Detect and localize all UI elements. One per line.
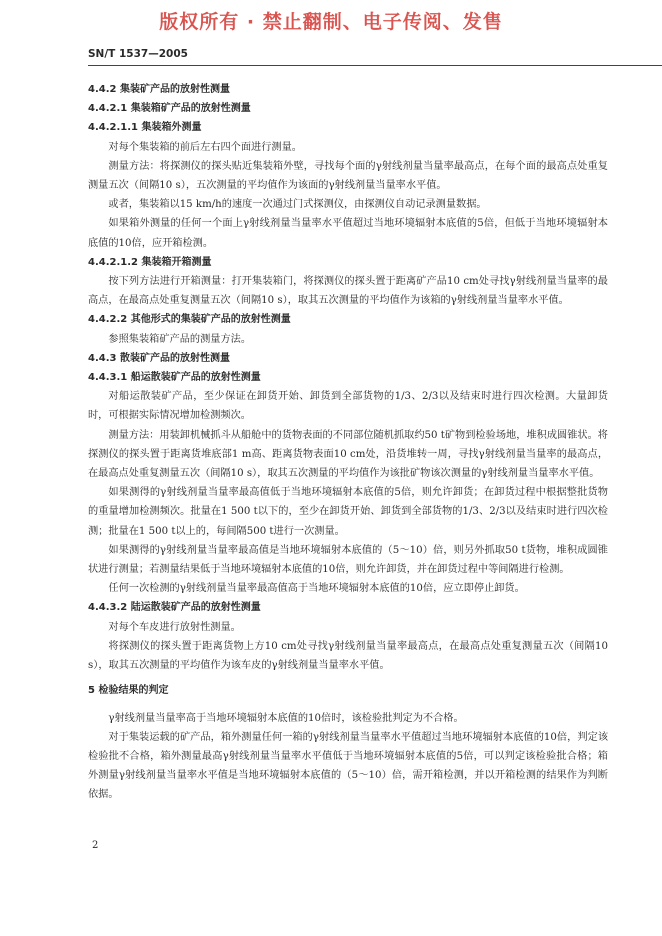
section-heading: 4.4.2 集装矿产品的放射性测量 — [88, 84, 230, 95]
paragraph: 如果箱外测量的任何一个面上γ射线剂量当量率水平值超过当地环境辐射本底值的5倍，但低于当地环境辐射本底值的10倍，应开箱检测。 — [88, 218, 608, 249]
section-heading: 4.4.3.1 船运散装矿产品的放射性测量 — [88, 372, 261, 384]
section-heading: 4.4.3.2 陆运散装矿产品的放射性测量 — [88, 602, 261, 614]
paragraph: 测量方法：将探测仪的探头贴近集装箱外壁，寻找每个面的γ射线剂量当量率最高点，在每个面的最高点处重复测量五次（间隔10 s），五次测量的平均值作为该面的γ射线剂量当量率水平值。 — [88, 160, 608, 192]
document-body — [88, 80, 608, 805]
section-heading: 4.4.2.1.1 集装箱外测量 — [88, 122, 202, 134]
section-heading: 5 检验结果的判定 — [88, 685, 169, 697]
paragraph: 对每个集装箱的前后左右四个面进行测量。 — [108, 141, 302, 153]
paragraph: 参照集装箱矿产品的测量方法。 — [108, 333, 252, 345]
standard-number: SN/T 1537—2005 — [88, 48, 188, 60]
section-heading: 4.4.3 散装矿产品的放射性测量 — [88, 352, 230, 364]
header-rule — [88, 65, 662, 66]
paragraph: 按下列方法进行开箱测量：打开集装箱门，将探测仪的探头置于距离矿产品10 cm处寻找γ射线剂量当量率的最高点，在最高点处重复测量五次（间隔10 s），取其五次测量的平均值作为该箱的γ射线剂量当量率水平值。 — [88, 276, 608, 307]
section-heading: 4.4.2.1 集装箱矿产品的放射性测量 — [88, 103, 251, 115]
paragraph: 对船运散装矿产品，至少保证在卸货开始、卸货到全部货物的1/3、2/3以及结束时进行四次检测。大量卸货时，可根据实际情况增加检测频次。 — [88, 391, 608, 422]
paragraph: 任何一次检测的γ射线剂量当量率最高值高于当地环境辐射本底值的10倍，应立即停止卸货。 — [108, 583, 525, 595]
paragraph: 对每个车皮进行放射性测量。 — [108, 621, 241, 633]
paragraph: 如果测得的γ射线剂量当量率最高值是当地环境辐射本底值的（5～10）倍，则另外抓取50 t货物，堆积成圆锥状进行测量；若测量结果低于当地环境辐射本底值的10倍，则允许卸货，并在卸货过程中等间隔进行检测。 — [88, 544, 608, 576]
section-heading: 4.4.2.2 其他形式的集装矿产品的放射性测量 — [88, 314, 291, 326]
paragraph: 如果测得的γ射线剂量当量率最高值低于当地环境辐射本底值的5倍，则允许卸货；在卸货过程中根据整批货物的重量增加检测频次。批量在1 500 t以下的，至少在卸货开始、卸货到全部货物的1/3、2/3以及结束时进行四次检测；批量在1 500 t以上的，每间隔500 t进行一次测量。 — [88, 487, 608, 537]
copyright-watermark: 版权所有 · 禁止翻制、电子传阅、发售 — [159, 11, 503, 33]
paragraph: 测量方法：用装卸机械抓斗从船舱中的货物表面的不同部位随机抓取约50 t矿物到检验场地，堆积成圆锥状。将探测仪的探头置于距离货堆底部1 m高、距离货物表面10 cm处，沿货堆转一周，寻找γ射线剂量当量率的最高点，在最高点处重复测量五次（间隔10 s），取其五次测量的平均值作为该批矿物该次测量的γ射线剂量当量率水平值。 — [88, 429, 608, 480]
section-heading: 4.4.2.1.2 集装箱开箱测量 — [88, 256, 212, 268]
paragraph: 将探测仪的探头置于距离货物上方10 cm处寻找γ射线剂量当量率最高点，在最高点处重复测量五次（间隔10 s），取其五次测量的平均值作为该车皮的γ射线剂量当量率水平值。 — [88, 640, 608, 672]
paragraph: 或者，集装箱以15 km/h的速度一次通过门式探测仪，由探测仪自动记录测量数据。 — [108, 199, 487, 211]
paragraph: γ射线剂量当量率高于当地环境辐射本底值的10倍时，该检验批判定为不合格。 — [108, 712, 464, 724]
page-number: 2 — [92, 840, 99, 851]
paragraph: 对于集装运载的矿产品，箱外测量任何一箱的γ射线剂量当量率水平值超过当地环境辐射本底值的10倍，判定该检验批不合格，箱外测量最高γ射线剂量当量率水平值低于当地环境辐射本底值的5倍，可以判定该检验批合格；箱外测量γ射线剂量当量率水平值是当地环境辐射本底值的（5～10）倍，需开箱检测，并以开箱检测的结果作为判断依据。 — [88, 731, 608, 801]
